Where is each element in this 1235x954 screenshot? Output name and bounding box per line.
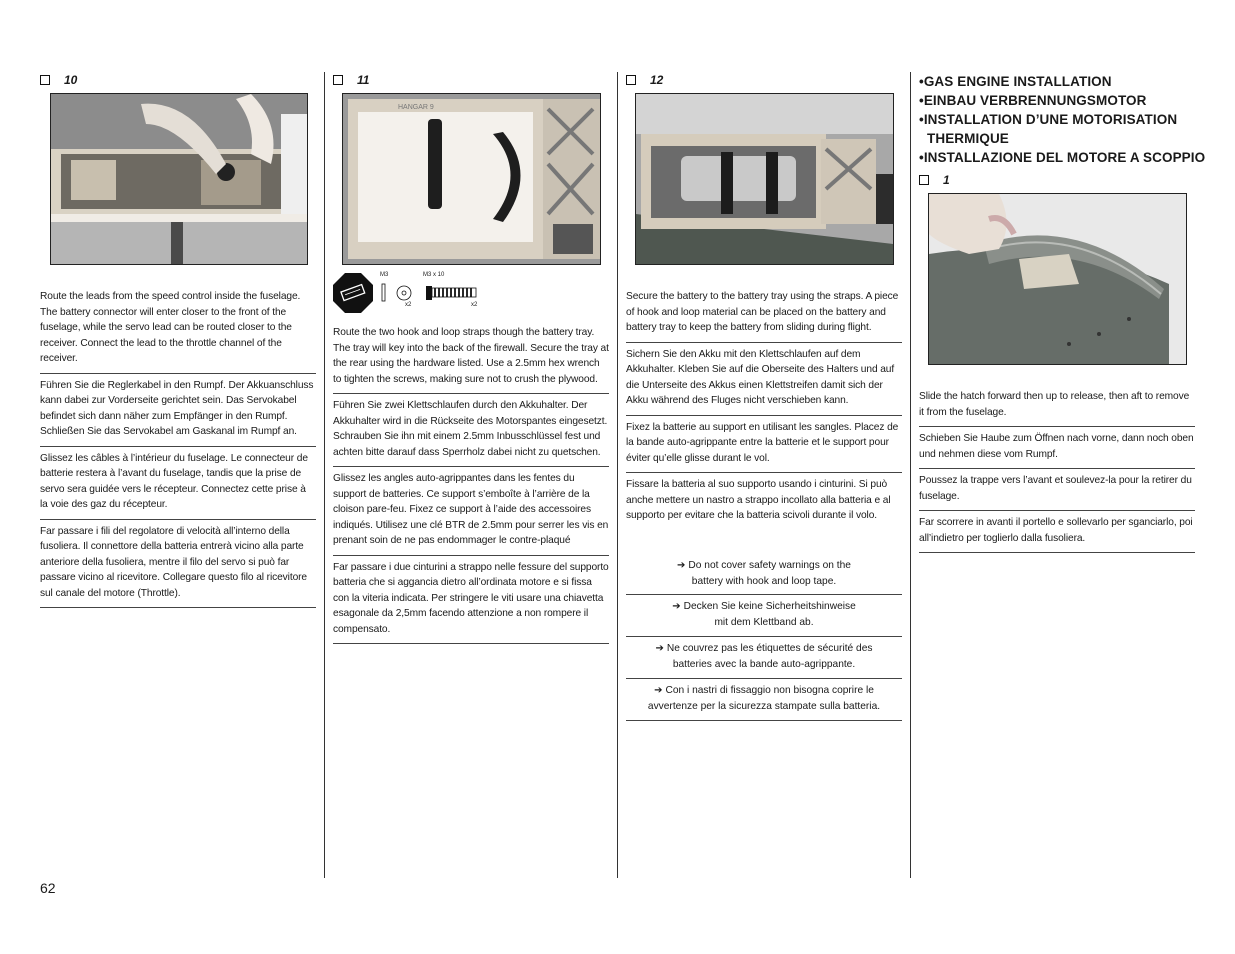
step-header (40, 72, 316, 88)
warning-fr (626, 636, 902, 678)
photo-step-11 (342, 93, 601, 265)
column-step-12 (626, 72, 902, 88)
text-column-1 (40, 289, 316, 608)
quantity-label: x2 (471, 302, 478, 308)
arrow-right-icon: ➔ (677, 560, 686, 571)
divider (333, 643, 609, 644)
warning-it (626, 678, 902, 720)
paragraph-it: Far passare i due cinturini a strappo nelle fessure del supporto batteria che si aggancia dietro all’ordinata motore e si fissa con la viteria indicata. Per stringere le viti usare una chiavetta esagonale da 2,5mm facendo attenzione a non rompere il compensato. (333, 555, 609, 644)
photo-step-1 (928, 193, 1187, 365)
hatch-removal-photo (929, 194, 1186, 364)
heading-it: •INSTALLAZIONE DEL MOTORE A SCOPPIO (919, 150, 1206, 165)
battery-secured-photo (636, 94, 893, 264)
checkbox-icon[interactable] (40, 75, 50, 85)
paragraph-it: Far passare i fili del regolatore di velocità all’interno della fusoliera. Il connettore della batteria entrerà vicino alla parte anteriore della fusoliera, mentre il filo del servo si può far passare vicino al ricevitore. Collegare questo filo al ricevitore sul canale del motore (Throttle). (40, 519, 316, 608)
paragraph-de: Führen Sie die Reglerkabel in den Rumpf. Der Akkuanschluss kann dabei zur Vorderseite gerichtet sein. Das Servokabel befindet sich dann näher zum Empfänger in den Rumpf. Schließen Sie das Servokabel am Gaskanal im Rumpf an. (40, 373, 316, 446)
paragraph-it: Far scorrere in avanti il portello e sollevarlo per sganciarlo, poi all’indietro per toglierlo dalla fusoliera. (919, 510, 1195, 552)
heading-fr-cont: THERMIQUE (927, 131, 1009, 146)
paragraph-de: Sichern Sie den Akku mit den Klettschlaufen auf dem Akkuhalter. Kleben Sie auf die Oberseite des Halters und auf die Unterseite des Akkus einen Klettstreifen damit sich der Akku während des Fluges nicht verschieben kann. (626, 342, 902, 415)
page-number: 62 (40, 880, 56, 896)
column-step-10 (40, 72, 316, 88)
warning-de (626, 594, 902, 636)
step-number: 10 (64, 73, 78, 87)
warning-line: Do not cover safety warnings on the (688, 560, 851, 571)
arrow-right-icon: ➔ (672, 601, 681, 612)
column-step-1 (919, 172, 950, 188)
checkbox-icon[interactable] (333, 75, 343, 85)
hardware-callout (333, 271, 483, 313)
paragraph-fr: Poussez la trappe vers l’avant et soulevez-la pour la retirer du fuselage. (919, 468, 1195, 510)
heading-en: •GAS ENGINE INSTALLATION (919, 74, 1112, 89)
heading-fr: •INSTALLATION D’UNE MOTORISATION (919, 112, 1178, 127)
arrow-right-icon: ➔ (654, 685, 663, 696)
column-divider (324, 72, 325, 878)
section-heading (919, 72, 1209, 167)
warning-line: avvertenze per la sicurezza stampate sulla batteria. (647, 700, 881, 712)
fuselage-photo (51, 94, 307, 264)
paragraph-fr: Fixez la batterie au support en utilisant les sangles. Placez de la bande auto-agrippante entre la batterie et le support pour éviter qu’elle glisse durant le vol. (626, 415, 902, 473)
column-divider (617, 72, 618, 878)
washer-side-icon (382, 284, 385, 301)
text-column-3 (626, 289, 902, 530)
quantity-label: x2 (405, 302, 412, 308)
step-number: 11 (357, 73, 370, 87)
step-number: 12 (650, 73, 664, 87)
divider (40, 607, 316, 608)
column-divider (910, 72, 911, 878)
checkbox-icon[interactable] (626, 75, 636, 85)
checkbox-icon[interactable] (919, 175, 929, 185)
step-header (919, 172, 950, 188)
warning-line: batteries avec la bande auto-agrippante. (672, 658, 856, 670)
photo-label: HANGAR 9 (398, 104, 434, 111)
paragraph-de: Führen Sie zwei Klettschlaufen durch den Akkuhalter. Der Akkuhalter wird in die Rückseite des Motorspantes eingesetzt. Schrauben Sie ihn mit einem 2.5mm Inbusschlüssel fest und achten bitte darauf dass Sperrholz dabei nicht zu quetschen. (333, 393, 609, 466)
photo-step-12 (635, 93, 894, 265)
photo-step-10 (50, 93, 308, 265)
divider (919, 552, 1195, 553)
paragraph-fr: Glissez les câbles à l’intérieur du fuselage. Le connecteur de batterie restera à l’avant du fuselage, tandis que la prise de servo sera guidée vers le récepteur. Connectez cette prise à la voie des gaz du récepteur. (40, 446, 316, 519)
heading-de: •EINBAU VERBRENNUNGSMOTOR (919, 93, 1147, 108)
paragraph-fr: Glissez les angles auto-agrippantes dans les fentes du support de batteries. Ce support s’emboîte à l’arrière de la cloison pare-feu. Fixez ce support à l’aide des accessoires indiqués. Utilisez une clé BTR de 2.5mm pour serrer les vis en prenant soin de ne pas endommager le contre-plaqué (333, 466, 609, 555)
m3-label: M3 (380, 272, 389, 278)
m3x10-label: M3 x 10 (423, 272, 445, 278)
paragraph-en: Secure the battery to the battery tray using the straps. A piece of hook and loop material can be placed on the battery and battery tray to keep the battery from sliding during flight. (626, 291, 899, 333)
warning-line: Ne couvrez pas les étiquettes de sécurité des (666, 643, 873, 654)
paragraph-de: Schieben Sie Haube zum Öffnen nach vorne, dann noch oben und nehmen diese vom Rumpf. (919, 426, 1195, 468)
warnings-block (626, 558, 902, 721)
paragraph-en: Route the leads from the speed control inside the fuselage. The battery connector will enter closer to the front of the fuselage, while the servo lead can be routed closer to the receiver. Connect the lead to the throttle channel of the receiver. (40, 291, 301, 364)
warning-line: Decken Sie keine Sicherheitshinweise (683, 601, 856, 612)
step-header (333, 72, 609, 88)
step-number: 1 (943, 173, 950, 187)
battery-tray-photo (343, 94, 600, 264)
paragraph-en: Slide the hatch forward then up to release, then aft to remove it from the fuselage. (919, 391, 1190, 418)
column-step-11 (333, 72, 609, 88)
warning-en (626, 558, 902, 594)
paragraph-it: Fissare la batteria al suo supporto usando i cinturini. Si può anche mettere un nastro a strappo incollato alla batteria e al supporto per evitare che la batteria scivoli durante il volo. (626, 472, 902, 530)
step-header (626, 72, 902, 88)
warning-line: Con i nastri di fissaggio non bisogna coprire le (665, 685, 874, 696)
text-column-4 (919, 389, 1195, 553)
warning-line: mit dem Klettband ab. (714, 616, 814, 628)
stop-octagon-icon (333, 273, 373, 313)
divider (626, 720, 902, 721)
warning-line: battery with hook and loop tape. (691, 575, 837, 587)
screw-head-icon (426, 286, 432, 300)
text-column-2 (333, 325, 609, 644)
arrow-right-icon: ➔ (655, 643, 665, 654)
paragraph-en: Route the two hook and loop straps though the battery tray. The tray will key into the back of the firewall. Secure the tray at the rear using the hardware listed. Use a 2.5mm hex wrench to tighten the screws, making sure not to crush the plywood. (333, 327, 609, 385)
